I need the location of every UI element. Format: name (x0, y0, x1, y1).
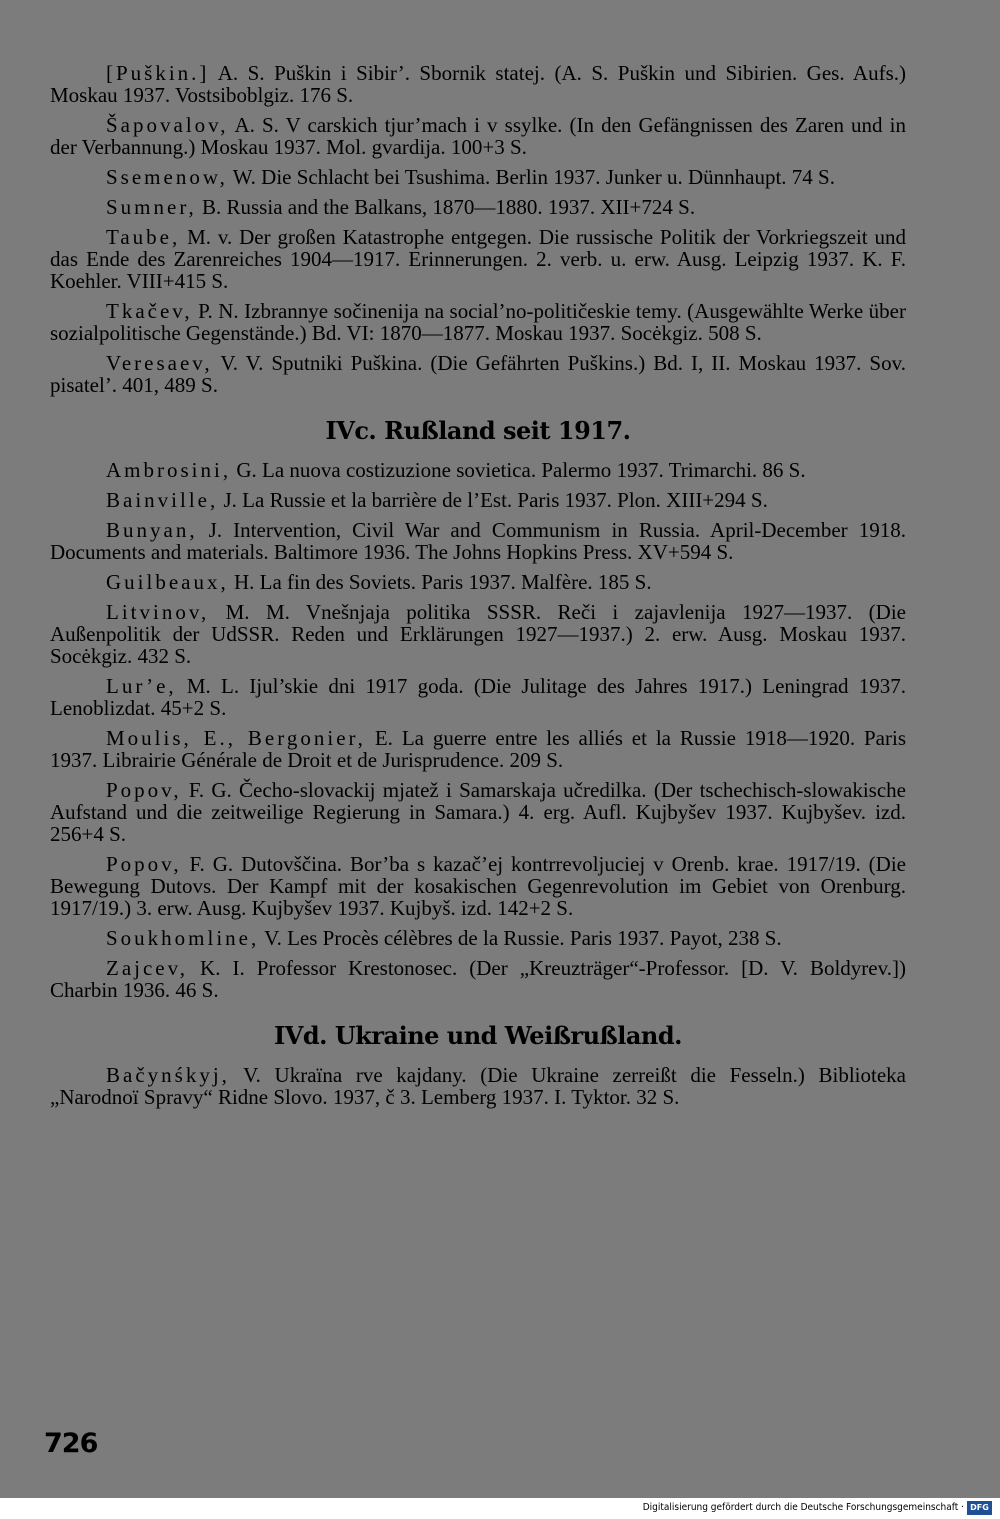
entry-text: F. G. Dutovščina. Bor’ba s kazač’ej kontrrevoljuciej v Orenb. krae. 1917/19. (Die Bewegung Dutovs. Der Kampf mit der kosakischen Gegenrevolution im Gebiet von Orenburg. 1917/19.) 3. erw. Ausg. Kujbyšev 1937. Kujbyš. izd. 142+2 S. (50, 852, 906, 920)
bibliography-entry (50, 196, 906, 218)
section-heading: IVc. Rußland seit 1917. (325, 416, 631, 445)
footer-bar (0, 1498, 1000, 1519)
footer-credit-text: Digitalisierung gefördert durch die Deutsche Forschungsgemeinschaft · (642, 1502, 964, 1513)
bibliography-entry (50, 675, 906, 719)
entry-text: M. L. Ijul’skie dni 1917 goda. (Die Julitage des Jahres 1917.) Leningrad 1937. Lenoblizdat. 45+2 S. (50, 674, 906, 720)
entry-author: Popov, (106, 852, 182, 876)
entry-author: Ambrosini, (106, 458, 232, 482)
bibliography-entry (50, 489, 906, 511)
bibliography-entry (50, 114, 906, 158)
dfg-logo-icon: DFG (967, 1501, 992, 1515)
entry-text: J. La Russie et la barrière de l’Est. Paris 1937. Plon. XIII+294 S. (218, 488, 768, 512)
entry-author: Lur’e, (106, 674, 177, 698)
entry-text: K. I. Professor Krestonosec. (Der „Kreuzträger“-Professor. [D. V. Boldyrev.]) Charbin 1936. 46 S. (50, 956, 906, 1002)
entry-author: [Puškin.] (106, 61, 210, 85)
section-heading: IVd. Ukraine und Weißrußland. (273, 1021, 683, 1050)
entry-text: F. G. Čecho-slovackij mjatež i Samarskaja učredilka. (Der tschechisch-slowakische Aufstand und die zeitweilige Regierung in Samara.) 4. erg. Aufl. Kujbyšev 1937. Kujbyšev. izd. 256+4 S. (50, 778, 906, 846)
entry-text: A. S. Puškin i Sibir’. Sbornik statej. (A. S. Puškin und Sibirien. Ges. Aufs.) Moskau 1937. Vostsiboblgiz. 176 S. (50, 61, 906, 107)
bibliography-entry (50, 226, 906, 292)
bibliography-entry (50, 1064, 906, 1108)
entry-text: J. Intervention, Civil War and Communism in Russia. April-December 1918. Documents and materials. Baltimore 1936. The Johns Hopkins Press. XV+594 S. (50, 518, 906, 564)
entry-text: G. La nuova costizuzione sovietica. Palermo 1937. Trimarchi. 86 S. (231, 458, 806, 482)
entry-text: V. Ukraïna rve kajdany. (Die Ukraine zerreißt die Fesseln.) Biblioteka „Narodnoï Spravy“ Ridne Slovo. 1937, č 3. Lemberg 1937. I. Tyktor. 32 S. (50, 1063, 906, 1109)
entry-author: Veresaev, (106, 351, 213, 375)
entry-author: Taube, (106, 225, 181, 249)
entry-author: Guilbeaux, (106, 570, 229, 594)
entry-author: Bačynśkyj, (106, 1063, 230, 1087)
entry-author: Bunyan, (106, 518, 198, 542)
entry-text: E. La guerre entre les alliés et la Russie 1918—1920. Paris 1937. Librairie Générale de Droit et de Jurisprudence. 209 S. (50, 726, 906, 772)
bibliography-entry (50, 727, 906, 771)
bibliography-entry (50, 853, 906, 919)
bibliography-entry (50, 166, 906, 188)
entry-author: Zajcev, (106, 956, 189, 980)
entry-author: Popov, (106, 778, 182, 802)
entry-text: M. v. Der großen Katastrophe entgegen. Die russische Politik der Vorkriegszeit und das Ende des Zarenreiches 1904—1917. Erinnerungen. 2. verb. u. erw. Ausg. Leipzig 1937. K. F. Koehler. VIII+415 S. (50, 225, 906, 293)
entry-text: W. Die Schlacht bei Tsushima. Berlin 1937. Junker u. Dünnhaupt. 74 S. (227, 165, 835, 189)
bibliography-entry (50, 601, 906, 667)
entry-text: P. N. Izbrannye sočinenija na social’no-političeskie temy. (Ausgewählte Werke über sozialpolitische Gegenstände.) Bd. VI: 1870—1877. Moskau 1937. Socėkgiz. 508 S. (50, 299, 906, 345)
bibliography-entry (50, 571, 906, 593)
entry-text: B. Russia and the Balkans, 1870—1880. 1937. XII+724 S. (196, 195, 696, 219)
entry-author: Bainville, (106, 488, 219, 512)
bibliography-entry (50, 927, 906, 949)
entry-text: V. Les Procès célèbres de la Russie. Paris 1937. Payot, 238 S. (259, 926, 782, 950)
bibliography-entry (50, 459, 906, 481)
bibliography-entry (50, 62, 906, 106)
entry-text: A. S. V carskich tjur’mach i v ssylke. (In den Gefängnissen des Zaren und in der Verbannung.) Moskau 1937. Mol. gvardija. 100+3 S. (50, 113, 906, 159)
entry-text: V. V. Sputniki Puškina. (Die Gefährten Puškins.) Bd. I, II. Moskau 1937. Sov. pisatel’. 401, 489 S. (50, 351, 906, 397)
bibliography-entry (50, 352, 906, 396)
entry-author: Soukhomline, (106, 926, 260, 950)
bibliography-entry (50, 519, 906, 563)
bibliography-entry (50, 779, 906, 845)
entry-text: H. La fin des Soviets. Paris 1937. Malfère. 185 S. (228, 570, 652, 594)
entry-author: Litvinov, (106, 600, 210, 624)
page-number: 726 (44, 1428, 98, 1459)
bibliography-column (50, 62, 906, 1116)
entry-author: Tkačev, (106, 299, 193, 323)
entry-author: Ssemenow, (106, 165, 228, 189)
entry-author: Moulis, E., Bergonier, (106, 726, 366, 750)
entry-text: M. M. Vnešnjaja politika SSSR. Reči i zajavlenija 1927—1937. (Die Außenpolitik der UdSSR. Reden und Erklärungen 1927—1937.) 2. erw. Ausg. Moskau 1937. Socėkgiz. 432 S. (50, 600, 906, 668)
bibliography-entry (50, 300, 906, 344)
entry-author: Sumner, (106, 195, 197, 219)
bibliography-entry (50, 957, 906, 1001)
entry-author: Šapovalov, (106, 113, 229, 137)
